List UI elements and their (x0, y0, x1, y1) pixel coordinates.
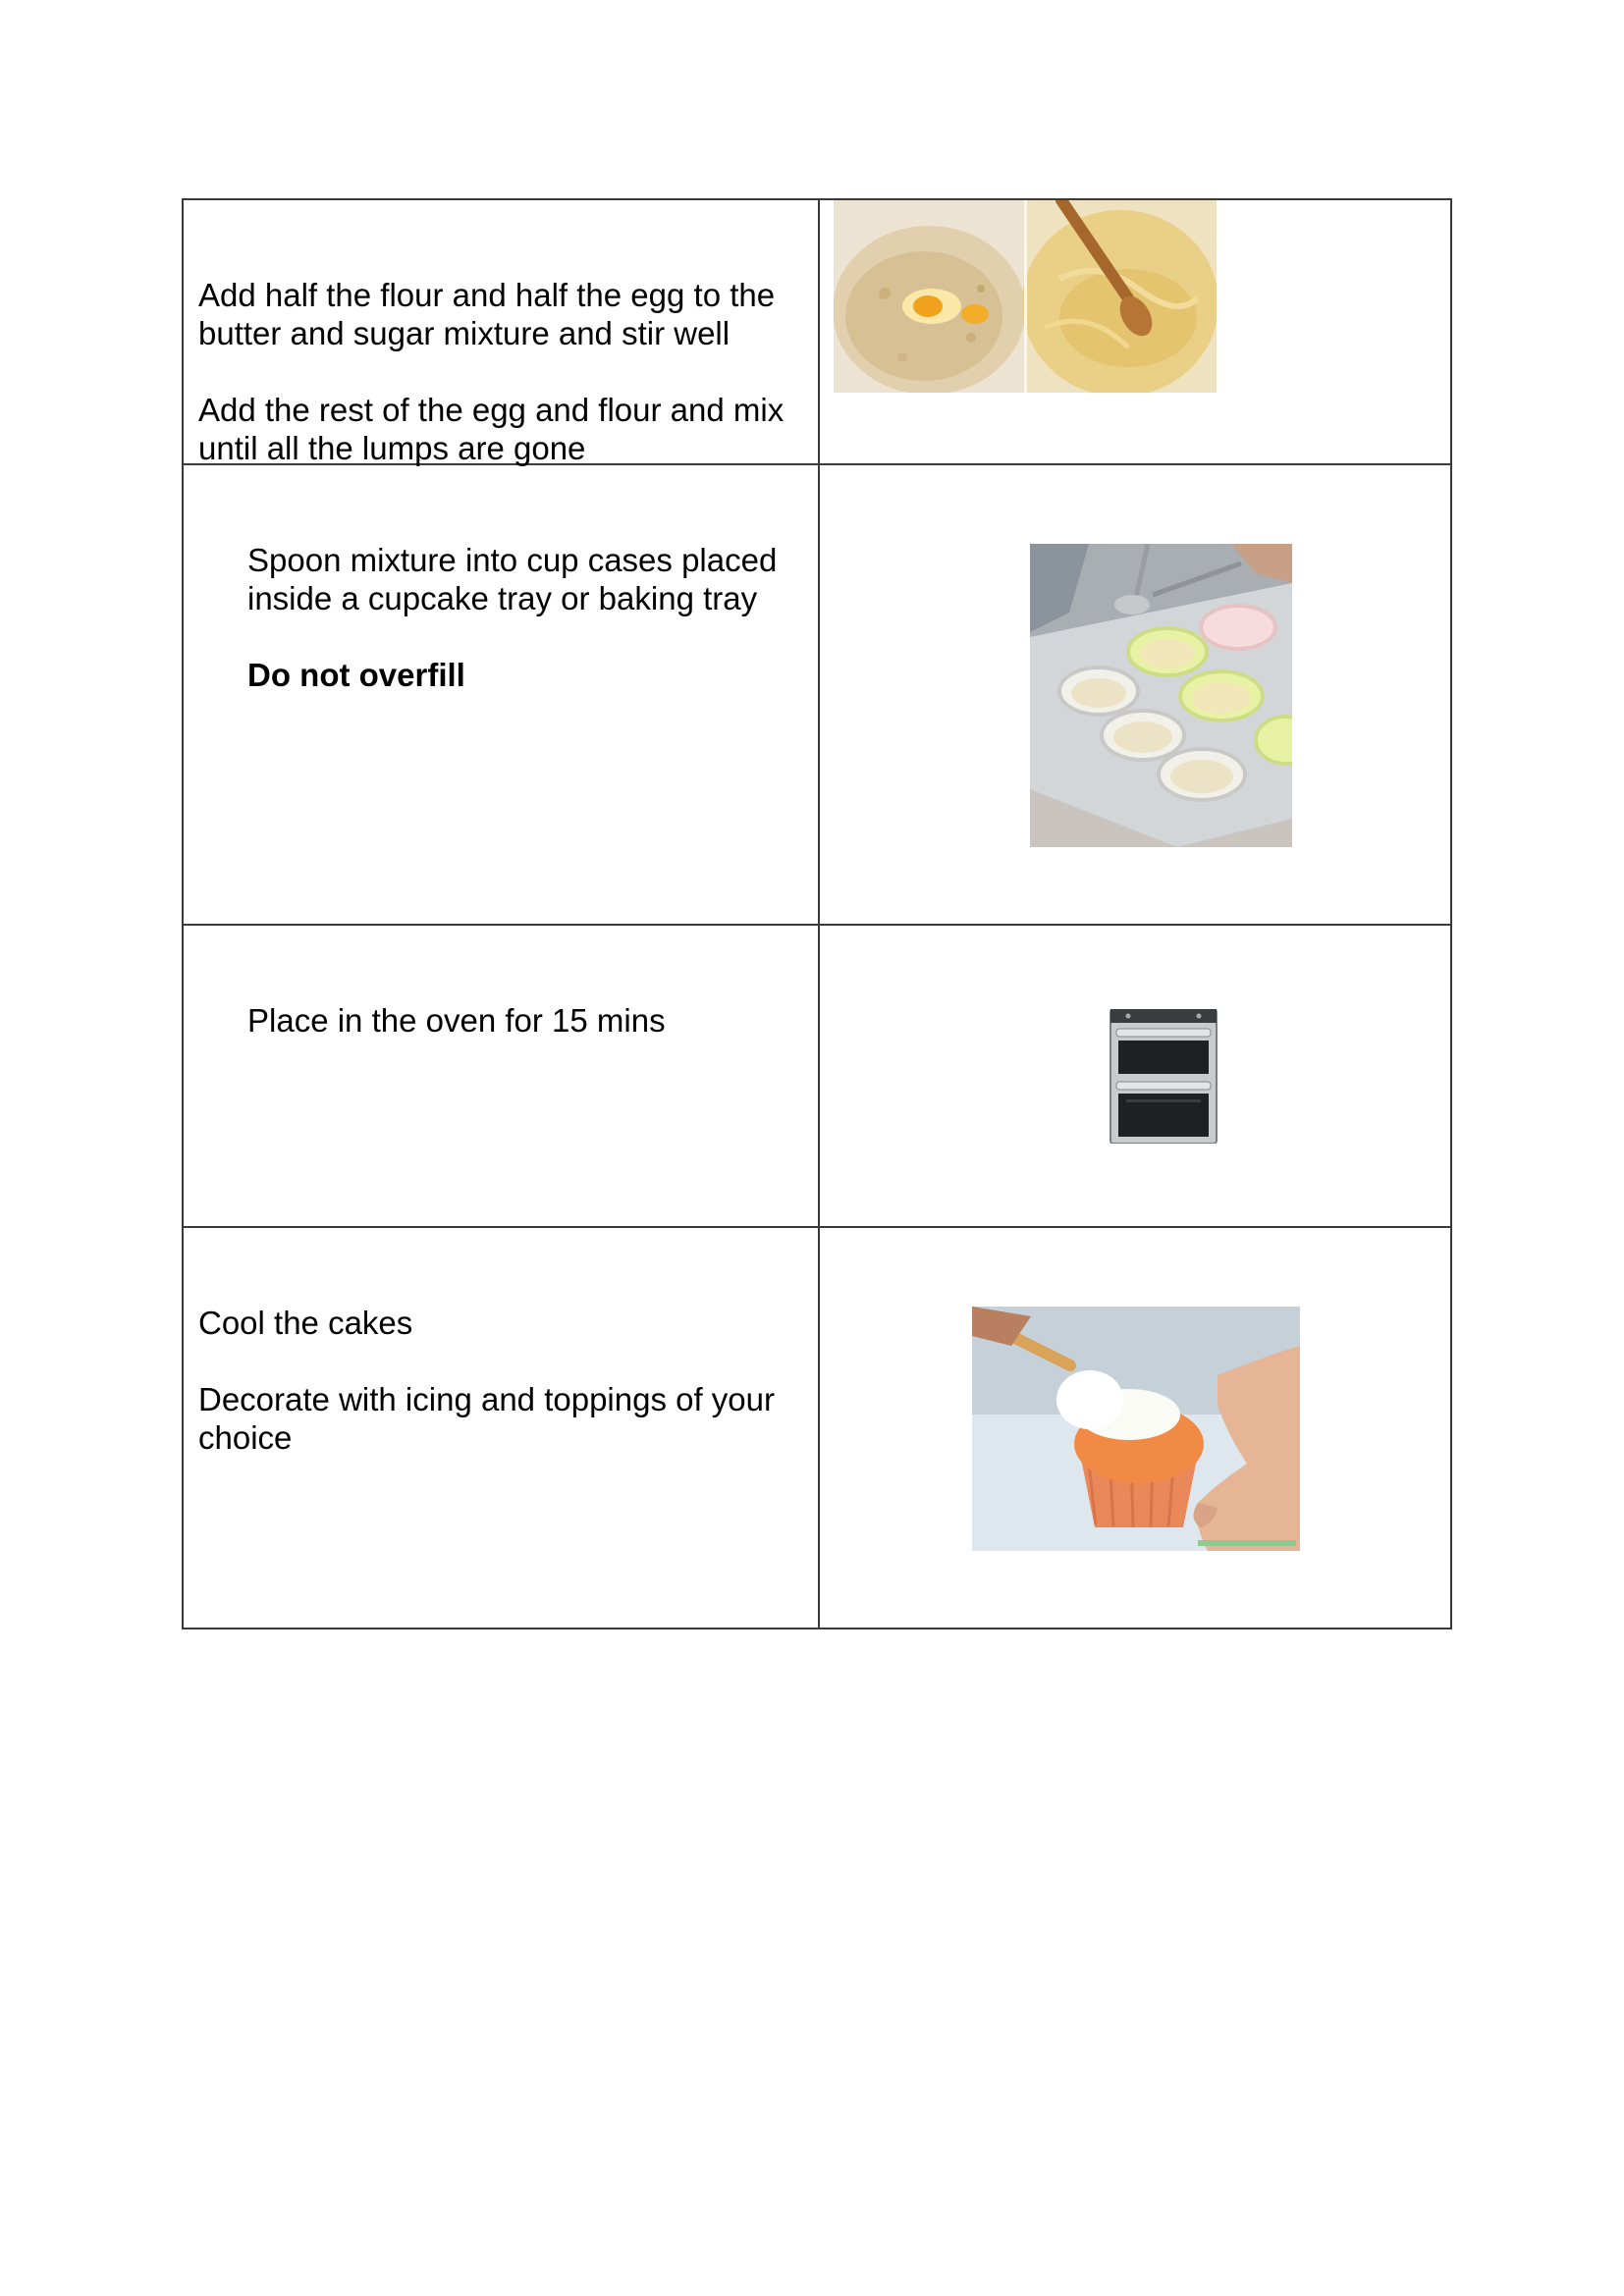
step-2-line-1: Spoon mixture into cup cases placed (247, 542, 778, 578)
step-row-3 (183, 925, 1451, 1227)
step-4-line-2: Decorate with icing and toppings of your (198, 1381, 776, 1417)
step-row-2 (183, 464, 1451, 925)
mixing-bowls-photo (834, 200, 1217, 393)
step-1-line-1: Add half the flour and half the egg to the (198, 277, 776, 313)
oven-photo (1107, 1009, 1220, 1144)
step-4-text (198, 1304, 775, 1457)
step-1-text-cell (183, 199, 819, 464)
recipe-steps-table (182, 198, 1452, 1629)
step-1-line-3: Add the rest of the egg and flour and mix (198, 392, 785, 428)
step-2-line-2: inside a cupcake tray or baking tray (247, 580, 758, 616)
step-1-line-4: until all the lumps are gone (198, 430, 586, 466)
icing-cupcake-photo (972, 1307, 1300, 1551)
step-4-line-3: choice (198, 1419, 293, 1456)
step-4-text-cell (183, 1227, 819, 1629)
step-2-warning: Do not overfill (247, 657, 465, 693)
step-4-image-cell (819, 1227, 1451, 1629)
step-3-line-1: Place in the oven for 15 mins (247, 1002, 666, 1039)
step-1-text (198, 276, 784, 467)
step-3-image-cell (819, 925, 1451, 1227)
step-3-text-cell (183, 925, 819, 1227)
step-row-1 (183, 199, 1451, 464)
cupcake-tray-photo (1030, 544, 1292, 847)
step-1-image-cell (819, 199, 1451, 464)
step-row-4 (183, 1227, 1451, 1629)
step-4-line-1: Cool the cakes (198, 1305, 413, 1341)
step-2-text (247, 541, 777, 694)
step-3-text (247, 1001, 666, 1040)
step-1-line-2: butter and sugar mixture and stir well (198, 315, 731, 351)
step-2-image-cell (819, 464, 1451, 925)
step-2-text-cell (183, 464, 819, 925)
